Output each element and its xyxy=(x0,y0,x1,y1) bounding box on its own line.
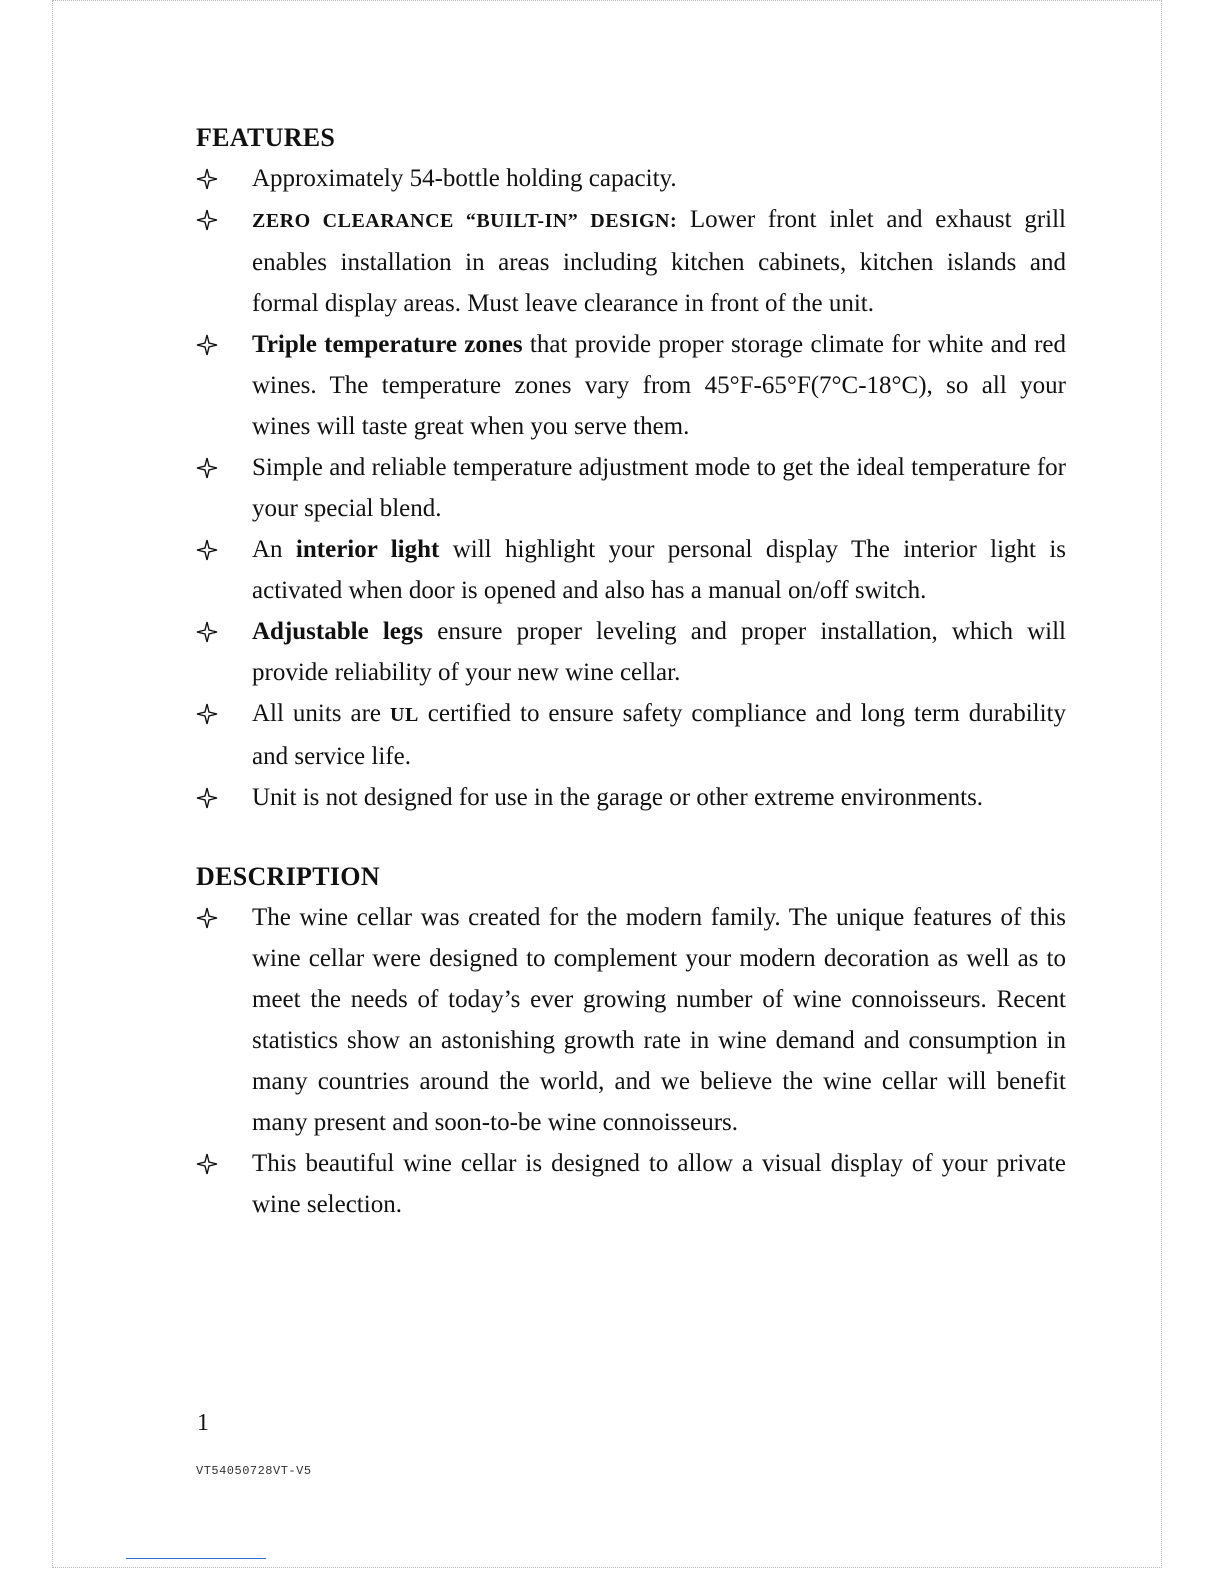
feature-label: interior light xyxy=(295,536,440,563)
feature-label: Triple temperature zones xyxy=(252,331,523,358)
feature-label: Adjustable legs xyxy=(252,618,424,645)
description-item: The wine cellar was created for the modern family. The unique features of this wine cellar were designed to complement your modern decoration as well as to meet the needs of today’s ever growing number of wine connoisseurs. Recent statistics show an astonishing growth rate in wine demand and consumption in many countries around the world, and we believe the wine cellar will benefit many present and soon-to-be wine connoisseurs. xyxy=(196,897,1066,1143)
features-heading: FEATURES xyxy=(196,123,336,152)
document-body xyxy=(196,118,1066,1225)
description-heading: DESCRIPTION xyxy=(196,862,380,891)
four-point-star-icon xyxy=(196,777,220,818)
footer-rule xyxy=(126,1558,266,1559)
four-point-star-icon xyxy=(196,1143,220,1184)
four-point-star-icon xyxy=(196,199,220,240)
feature-item: Unit is not designed for use in the garage or other extreme environments. xyxy=(196,777,1066,818)
feature-item: ZERO CLEARANCE “BUILT-IN” DESIGN: Lower front inlet and exhaust grill enables installation in areas including kitchen cabinets, kitchen islands and formal display areas. Must leave clearance in front of the unit. xyxy=(196,199,1066,324)
four-point-star-icon xyxy=(196,324,220,365)
four-point-star-icon xyxy=(196,693,220,734)
feature-label: UL xyxy=(390,704,419,726)
description-list xyxy=(196,897,1066,1225)
description-item: This beautiful wine cellar is designed to allow a visual display of your private wine selection. xyxy=(196,1143,1066,1225)
four-point-star-icon xyxy=(196,447,220,488)
document-code: VT54050728VT-V5 xyxy=(196,1464,312,1478)
four-point-star-icon xyxy=(196,529,220,570)
feature-item: Triple temperature zones that provide proper storage climate for white and red wines. The temperature zones vary from 45°F-65°F(7°C-18°C), so all your wines will taste great when you serve them. xyxy=(196,324,1066,447)
feature-item: An interior light will highlight your personal display The interior light is activated when door is opened and also has a manual on/off switch. xyxy=(196,529,1066,611)
page-number: 1 xyxy=(197,1410,209,1436)
four-point-star-icon xyxy=(196,158,220,199)
four-point-star-icon xyxy=(196,897,220,938)
four-point-star-icon xyxy=(196,611,220,652)
features-list xyxy=(196,158,1066,818)
feature-item: Adjustable legs ensure proper leveling and proper installation, which will provide reliability of your new wine cellar. xyxy=(196,611,1066,693)
feature-item: Approximately 54-bottle holding capacity. xyxy=(196,158,1066,199)
feature-label: ZERO CLEARANCE “BUILT-IN” DESIGN: xyxy=(252,210,678,232)
feature-item: All units are UL certified to ensure safety compliance and long term durability and service life. xyxy=(196,693,1066,777)
feature-item: Simple and reliable temperature adjustment mode to get the ideal temperature for your special blend. xyxy=(196,447,1066,529)
